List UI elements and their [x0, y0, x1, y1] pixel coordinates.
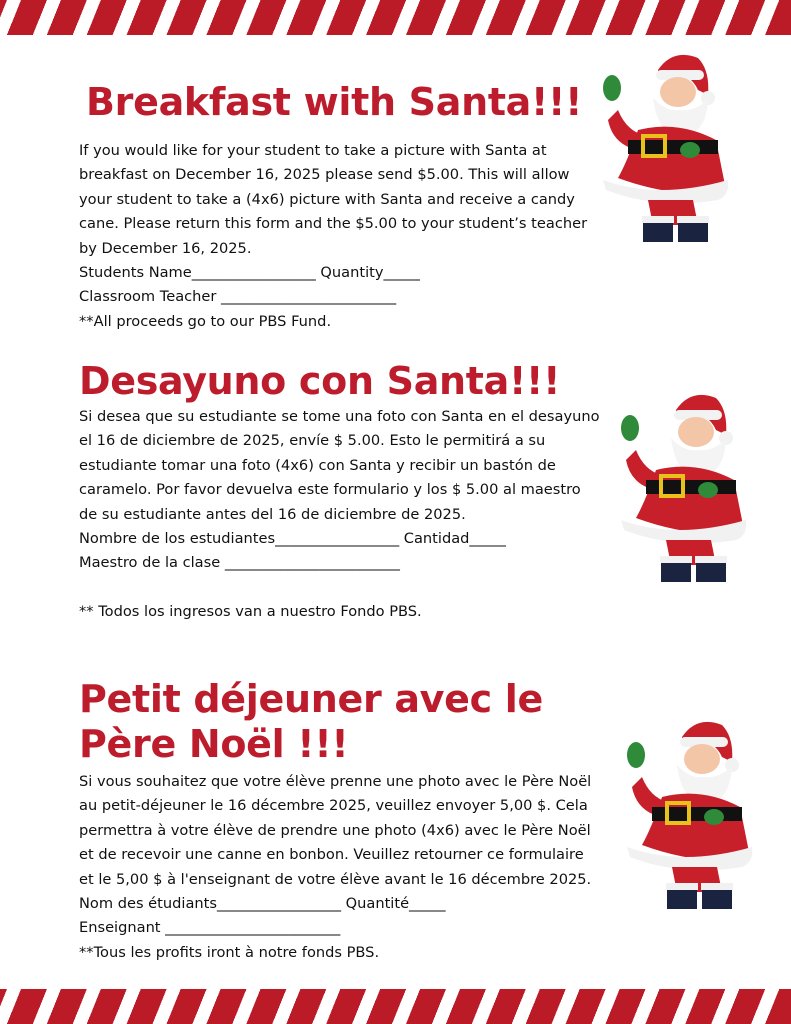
candy-stripe-border-bottom	[0, 989, 791, 1024]
text-line: your student to take a (4x6) picture with Santa and receive a candy	[79, 190, 575, 208]
text-line: Si vous souhaitez que votre élève prenne une photo avec le Père Noël	[79, 773, 592, 790]
footnote: **All proceeds go to our PBS Fund.	[79, 312, 332, 330]
santa-illustration	[622, 717, 757, 922]
teacher-field: Enseignant ________________________	[79, 919, 341, 937]
text-line: Si desea que su estudiante se tome una foto con Santa en el desayuno	[79, 408, 600, 425]
candy-stripe-border-top	[0, 0, 791, 35]
body-french	[79, 770, 591, 965]
title-french	[79, 677, 543, 767]
student-name-field: Students Name_________________ Quantity_____	[79, 263, 420, 281]
student-name-field: Nom des étudiants_________________ Quantité_____	[79, 894, 446, 912]
title-spanish: Desayuno con Santa!!!	[79, 359, 561, 403]
text-line: by December 16, 2025.	[79, 239, 252, 257]
body-english	[79, 139, 587, 334]
text-line: cane. Please return this form and the $5.00 to your student’s teacher	[79, 215, 588, 233]
teacher-field: Maestro de la clase ________________________	[79, 554, 400, 572]
text-line: et de recevoir une canne en bonbon. Veuillez retourner ce formulaire	[79, 846, 584, 864]
body-spanish	[79, 405, 619, 625]
footnote: **Tous les profits iront à notre fonds PBS.	[79, 943, 380, 961]
text-line: et le 5,00 $ à l'enseignant de votre élève avant le 16 décembre 2025.	[79, 870, 592, 888]
text-line: permettra à votre élève de prendre une photo (4x6) avec le Père Noël	[79, 821, 591, 839]
blank-line	[79, 576, 619, 600]
teacher-field: Classroom Teacher ________________________	[79, 288, 397, 306]
santa-illustration	[598, 50, 733, 255]
text-line: de su estudiante antes del 16 de diciembre de 2025.	[79, 505, 466, 523]
footnote: ** Todos los ingresos van a nuestro Fondo PBS.	[79, 603, 422, 621]
text-line: caramelo. Por favor devuelva este formulario y los $ 5.00 al maestro	[79, 481, 581, 499]
text-line: el 16 de diciembre de 2025, envíe $ 5.00. Esto le permitirá a su	[79, 432, 546, 450]
title-english: Breakfast with Santa!!!	[86, 80, 583, 124]
text-line: If you would like for your student to take a picture with Santa at	[79, 142, 547, 159]
student-name-field: Nombre de los estudiantes_________________ Cantidad_____	[79, 529, 506, 547]
title-line: Père Noël !!!	[79, 722, 349, 766]
text-line: estudiante tomar una foto (4x6) con Santa y recibir un bastón de	[79, 456, 556, 474]
santa-illustration	[616, 390, 751, 595]
text-line: au petit-déjeuner le 16 décembre 2025, veuillez envoyer 5,00 $. Cela	[79, 797, 588, 815]
title-line: Petit déjeuner avec le	[79, 677, 543, 721]
text-line: breakfast on December 16, 2025 please send $5.00. This will allow	[79, 166, 570, 184]
